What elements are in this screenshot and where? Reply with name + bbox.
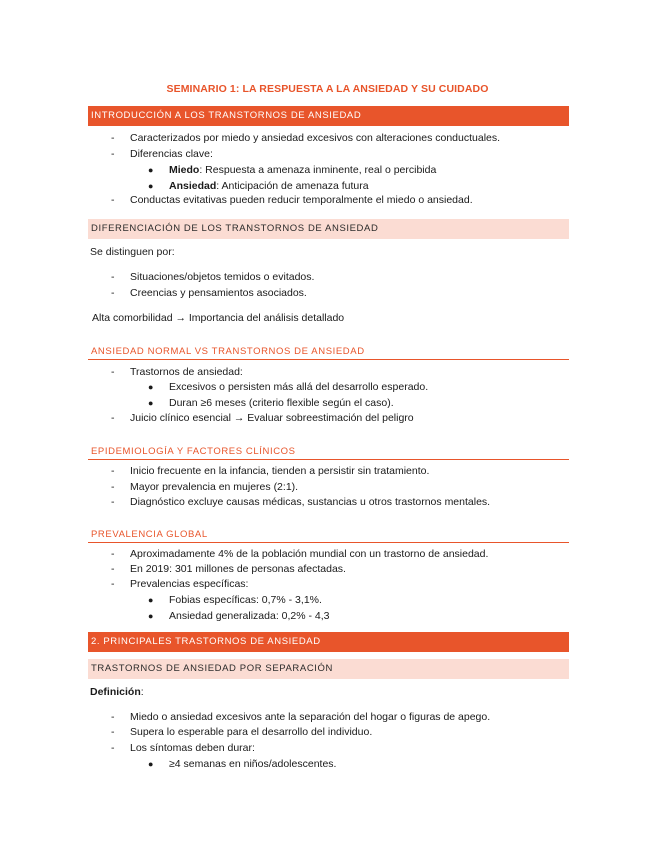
list-item: Diferencias clave: xyxy=(130,148,213,160)
list-item: Conductas evitativas pueden reducir temporalmente el miedo o ansiedad. xyxy=(130,194,473,206)
list-item: Trastornos de ansiedad: xyxy=(130,366,243,378)
dash-marker: - xyxy=(111,412,115,424)
sub-list-item: Ansiedad generalizada: 0,2% - 4,3 xyxy=(169,610,330,622)
bullet-marker: ● xyxy=(148,165,154,175)
section-heading-normal: ANSIEDAD NORMAL VS TRANSTORNOS DE ANSIEDAD xyxy=(88,346,569,360)
sub-list-item: Ansiedad: Anticipación de amenaza futura xyxy=(169,180,369,192)
sub-list-item: Excesivos o persisten más allá del desarrollo esperado. xyxy=(169,381,429,393)
list-item: Situaciones/objetos temidos o evitados. xyxy=(130,271,315,283)
list-item: Caracterizados por miedo y ansiedad excesivos con alteraciones conductuales. xyxy=(130,132,501,144)
list-item: Prevalencias específicas: xyxy=(130,578,249,590)
dash-marker: - xyxy=(111,481,115,493)
sub-list-item: Fobias específicas: 0,7% - 3,1%. xyxy=(169,594,322,606)
dash-marker: - xyxy=(111,548,115,560)
dash-marker: - xyxy=(111,287,115,299)
section-heading-prevalencia: PREVALENCIA GLOBAL xyxy=(88,529,569,543)
sub-list-item: ≥4 semanas en niños/adolescentes. xyxy=(169,758,337,770)
bullet-marker: ● xyxy=(148,759,154,769)
list-item: En 2019: 301 millones de personas afectadas. xyxy=(130,563,346,575)
section-heading-diferenciacion: DIFERENCIACIÓN DE LOS TRANSTORNOS DE ANSIEDAD xyxy=(88,219,569,239)
sub-list-item: Miedo: Respuesta a amenaza inminente, real o percibida xyxy=(169,164,437,176)
dash-marker: - xyxy=(111,271,115,283)
dash-marker: - xyxy=(111,465,115,477)
bullet-marker: ● xyxy=(148,181,154,191)
list-item: Creencias y pensamientos asociados. xyxy=(130,287,307,299)
dash-marker: - xyxy=(111,148,115,160)
bullet-marker: ● xyxy=(148,398,154,408)
section-heading-principales: 2. PRINCIPALES TRASTORNOS DE ANSIEDAD xyxy=(88,632,569,652)
dash-marker: - xyxy=(111,742,115,754)
bullet-marker: ● xyxy=(148,611,154,621)
bullet-marker: ● xyxy=(148,382,154,392)
definition-label: Definición: xyxy=(90,686,144,698)
dash-marker: - xyxy=(111,496,115,508)
bullet-marker: ● xyxy=(148,595,154,605)
list-item: Diagnóstico excluye causas médicas, sustancias u otros trastornos mentales. xyxy=(130,496,491,508)
dash-marker: - xyxy=(111,563,115,575)
list-item: Supera lo esperable para el desarrollo del individuo. xyxy=(130,726,373,738)
sub-list-item: Duran ≥6 meses (criterio flexible según el caso). xyxy=(169,397,394,409)
section-heading-separacion: TRASTORNOS DE ANSIEDAD POR SEPARACIÓN xyxy=(88,659,569,679)
document-title: SEMINARIO 1: LA RESPUESTA A LA ANSIEDAD Y SU CUIDADO xyxy=(166,83,489,95)
section-heading-intro: INTRODUCCIÓN A LOS TRANSTORNOS DE ANSIEDAD xyxy=(88,106,569,126)
list-item: Inicio frecuente en la infancia, tienden a persistir sin tratamiento. xyxy=(130,465,430,477)
list-item: Mayor prevalencia en mujeres (2:1). xyxy=(130,481,299,493)
dash-marker: - xyxy=(111,578,115,590)
paragraph: Se distinguen por: xyxy=(90,246,175,258)
dash-marker: - xyxy=(111,726,115,738)
list-item: Miedo o ansiedad excesivos ante la separación del hogar o figuras de apego. xyxy=(130,711,491,723)
dash-marker: - xyxy=(111,132,115,144)
dash-marker: - xyxy=(111,366,115,378)
dash-marker: - xyxy=(111,711,115,723)
list-item: Los síntomas deben durar: xyxy=(130,742,255,754)
list-item: Juicio clínico esencial → Evaluar sobreestimación del peligro xyxy=(130,412,414,424)
paragraph: Alta comorbilidad → Importancia del análisis detallado xyxy=(92,312,345,324)
list-item: Aproximadamente 4% de la población mundial con un trastorno de ansiedad. xyxy=(130,548,489,560)
dash-marker: - xyxy=(111,194,115,206)
section-heading-epidemiologia: EPIDEMIOLOGÍA Y FACTORES CLÍNICOS xyxy=(88,446,569,460)
